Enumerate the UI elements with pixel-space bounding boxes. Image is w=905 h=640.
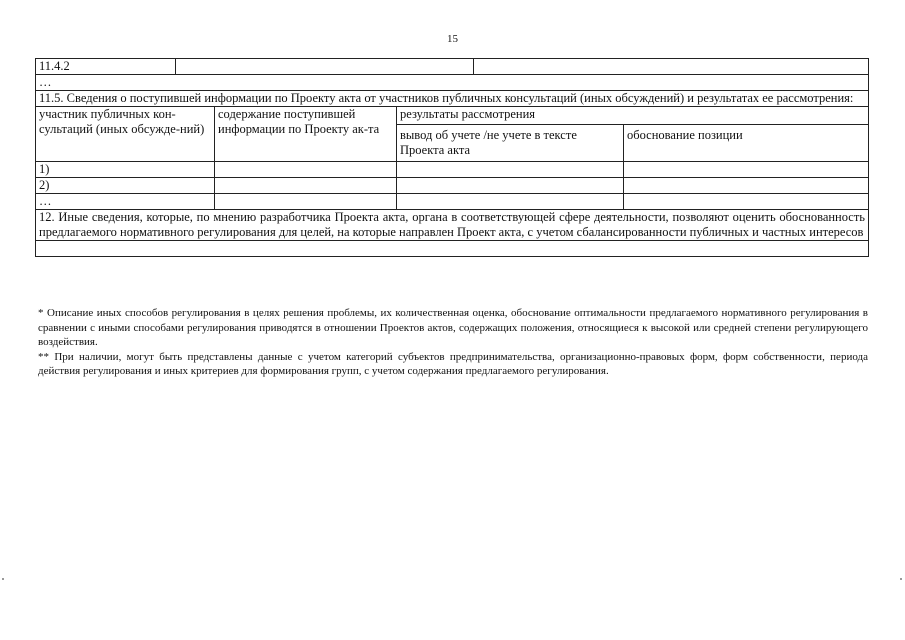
participant-column-header: участник публичных кон-сультаций (иных обсужде-ний)	[36, 107, 215, 162]
table-row-ellipsis	[36, 75, 869, 91]
empty-cell	[474, 59, 869, 75]
section-11-5-header-row	[36, 107, 869, 125]
empty-cell	[176, 59, 474, 75]
content-column-header: содержание поступившей информации по Проекту ак-та	[215, 107, 397, 162]
empty-cell	[624, 178, 869, 194]
ellipsis-cell: …	[36, 75, 869, 91]
scan-artifact	[900, 578, 902, 580]
footnote-2: ** При наличии, могут быть представлены данные с учетом категорий субъектов предпринимательства, организационно-правовых форм, форм собственности, периода действия регулирования и иных критериев для формирования групп, с учетом содержания предлагаемого регулирования.	[38, 350, 868, 377]
table-row	[36, 162, 869, 178]
empty-cell	[624, 194, 869, 210]
section-11-5-title: 11.5. Сведения о поступившей информации по Проекту акта от участников публичных консультаций (иных обсуждений) и результатах ее рассмотрения:	[36, 91, 869, 107]
footnotes	[38, 306, 868, 379]
table-row	[36, 178, 869, 194]
table-row-11-4-2	[36, 59, 869, 75]
row-number-cell: 2)	[36, 178, 215, 194]
empty-cell	[624, 162, 869, 178]
justification-column-header: обоснование позиции	[624, 124, 869, 161]
item-number-cell: 11.4.2	[36, 59, 176, 75]
footnote-1: * Описание иных способов регулирования в целях решения проблемы, их количественная оценка, обоснование оптимальности предлагаемого нормативного регулирования в сравнении с иными способами регулирования приводятся в отношении Проектов актов, содержащих положения, относящиеся к высокой или средней степени регулирующего воздействия.	[38, 307, 868, 348]
row-number-cell: 1)	[36, 162, 215, 178]
empty-cell	[215, 194, 397, 210]
section-12-title: 12. Иные сведения, которые, по мнению разработчика Проекта акта, органа в соответствующей сфере деятельности, позволяют оценить обоснованность предлагаемого нормативного регулирования для целей, на которые направлен Проект акта, с учетом сбалансированности публичных и частных интересов	[36, 210, 869, 241]
empty-cell	[215, 178, 397, 194]
section-11-5-heading-row	[36, 91, 869, 107]
empty-cell	[36, 241, 869, 257]
table-row	[36, 194, 869, 210]
empty-cell	[215, 162, 397, 178]
empty-cell	[397, 194, 624, 210]
empty-cell	[397, 162, 624, 178]
results-column-header: результаты рассмотрения	[397, 107, 869, 125]
section-12-answer-row	[36, 241, 869, 257]
conclusion-column-header: вывод об учете /не учете в тексте Проекта акта	[397, 124, 624, 161]
assessment-form-table	[35, 58, 869, 257]
empty-cell	[397, 178, 624, 194]
page-number: 15	[447, 33, 458, 45]
section-12-heading-row	[36, 210, 869, 241]
scan-artifact	[2, 578, 4, 580]
row-number-cell: …	[36, 194, 215, 210]
